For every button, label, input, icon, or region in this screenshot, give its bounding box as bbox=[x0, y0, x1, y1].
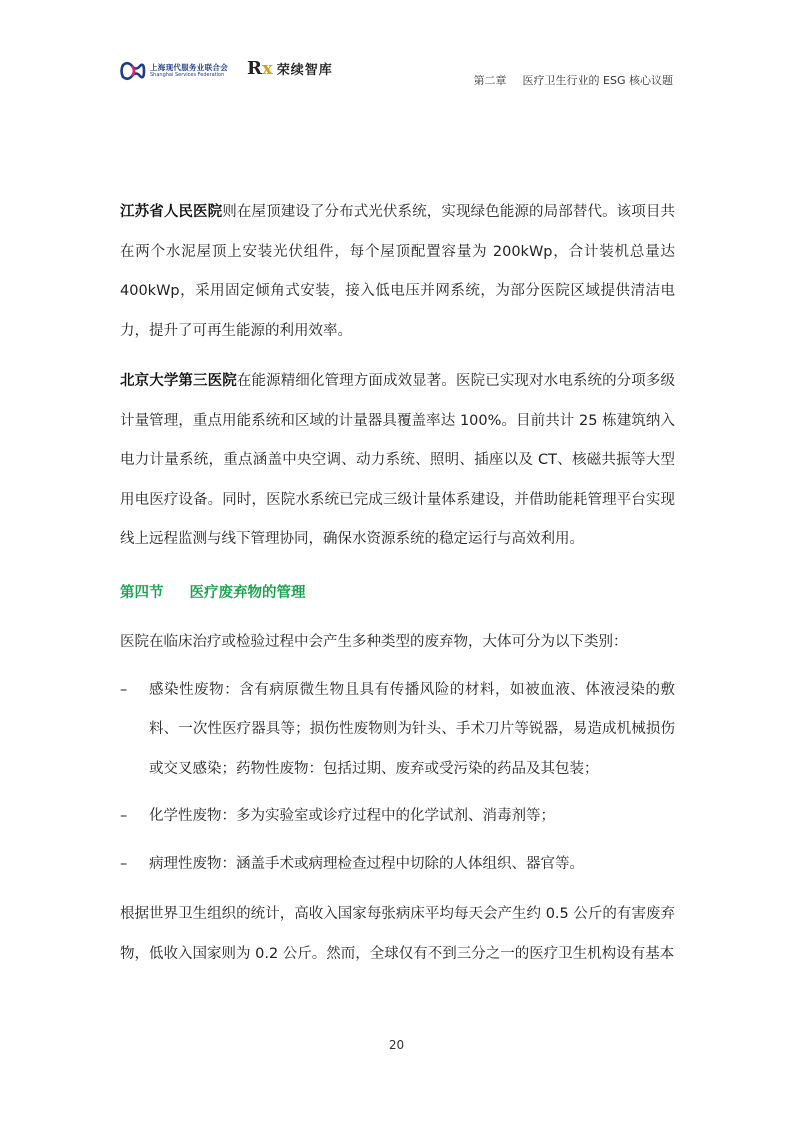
list-dash: – bbox=[120, 808, 128, 824]
chapter-heading bbox=[474, 72, 673, 88]
list-item-text: 病理性废物：涵盖手术或病理检查过程中切除的人体组织、器官等。 bbox=[149, 855, 584, 872]
hospital-name: 北京大学第三医院 bbox=[120, 373, 237, 389]
federation-name-en: Shanghai Services Federation bbox=[150, 72, 225, 79]
rx-mark: Rx bbox=[247, 57, 273, 79]
list-item-text: 化学性废物：多为实验室或诊疗过程中的化学试剂、消毒剂等； bbox=[149, 808, 555, 824]
section-title: 医疗废弃物的管理 bbox=[189, 584, 306, 601]
paragraph-text: 则在屋顶建设了分布式光伏系统，实现绿色能源的局部替代。该项目共在两个水泥屋顶上安装光伏组件，每个屋顶配置容量为 200kWp，合计装机总量达 400kWp，采用固定倾角式安装，接入低电压并网系统，为部分医院区域提供清洁电力，提升了可再生能源的利用效率。 bbox=[120, 204, 676, 339]
intro-paragraph: 医院在临床治疗或检验过程中会产生多种类型的废弃物，大体可分为以下类别： bbox=[120, 634, 628, 650]
hospital-name: 江苏省人民医院 bbox=[120, 204, 223, 220]
closing-paragraph: 根据世界卫生组织的统计，高收入国家每张病床平均每天会产生约 0.5 公斤的有害废弃物，低收入国家则为 0.2 公斤。然而，全球仅有不到三分之一的医疗卫生机构设有基本 bbox=[120, 906, 675, 962]
section-heading bbox=[120, 574, 675, 614]
paragraph-text: 在能源精细化管理方面成效显著。医院已实现对水电系统的分项多级计量管理，重点用能系统和区域的计量器具覆盖率达 100%。目前共计 25 栋建筑纳入电力计量系统，重点涵盖中央空调、动力系统、照明、插座以及 CT、核磁共振等大型用电医疗设备。同时，医院水系统已完成三级计量体系建设，并借助能耗管理平台实现线上远程监测与线下管理协同，确保水资源系统的稳定运行与高效利用。 bbox=[120, 373, 676, 547]
paragraph-jiangsu bbox=[120, 193, 675, 351]
chapter-title: 医疗卫生行业的 ESG 核心议题 bbox=[522, 74, 673, 87]
list-item bbox=[120, 797, 675, 837]
chapter-number: 第二章 bbox=[473, 74, 507, 87]
page-header bbox=[0, 0, 793, 100]
section-number: 第四节 bbox=[120, 584, 164, 601]
list-dash: – bbox=[120, 855, 128, 872]
think-tank-name: 荣续智库 bbox=[276, 63, 333, 78]
list-dash: – bbox=[120, 681, 128, 698]
paragraph-peking bbox=[120, 362, 675, 560]
federation-logo-icon bbox=[120, 60, 146, 82]
list-item-text: 感染性废物：含有病原微生物且具有传播风险的材料，如被血液、体液浸染的敷料、一次性医疗器具等；损伤性废物则为针头、手术刀片等锐器，易造成机械损伤或交叉感染；药物性废物：包括过期、废弃或受污染的药品及其包装； bbox=[149, 681, 675, 777]
federation-name-cn: 上海现代服务业联合会 bbox=[150, 62, 228, 72]
page-number: 20 bbox=[388, 1038, 405, 1052]
page-body bbox=[120, 193, 675, 974]
rongxu-think-tank-logo bbox=[247, 59, 333, 78]
list-item bbox=[120, 671, 675, 790]
shanghai-services-federation-logo bbox=[120, 60, 228, 82]
list-item bbox=[120, 845, 675, 885]
